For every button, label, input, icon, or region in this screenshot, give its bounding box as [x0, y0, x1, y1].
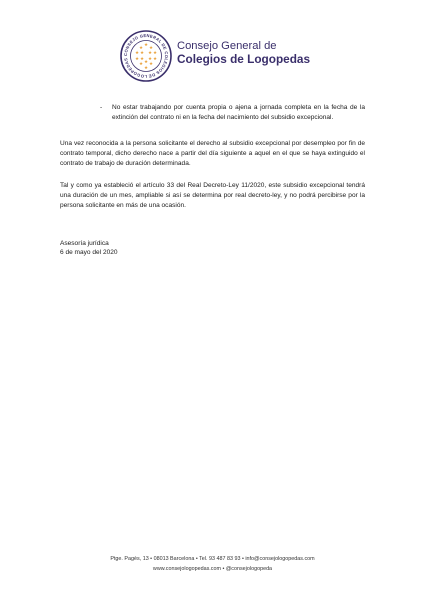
logo-star-icon: ★: [143, 59, 149, 65]
logo-star-icon: ★: [143, 42, 149, 48]
logo-star-icon: ★: [143, 65, 149, 71]
logo-seal: [120, 30, 172, 82]
document-body: [60, 103, 365, 258]
logo-star-icon: ★: [148, 61, 154, 67]
logo-star-icon: ★: [152, 50, 158, 56]
org-name-line2: Colegios de Logopedas: [177, 51, 311, 66]
paragraph-subsidy-duration: Tal y como ya estableció el artículo 33 del Real Decreto-Ley 11/2020, este subsidio excepcional tendrá una duración de un mes, ampliable si así se determina por real decreto-ley, y no podrá percibirse por la persona solicitante en más de una ocasión.: [60, 181, 365, 209]
paragraph-subsidy-start: Una vez reconocida a la persona solicitante el derecho al subsidio excepcional por desempleo por fin de contrato temporal, dicho derecho nace a partir del día siguiente a aquel en el que se haya extinguido el contrato de trabajo de duración determinada.: [60, 139, 365, 167]
logo-star-icon: ★: [139, 50, 145, 56]
organization-name: [177, 40, 310, 66]
footer-contact: Ptge. Pagès, 13 • 08013 Barcelona • Tel. 93 487 83 93 • info@consejologopedas.com: [110, 556, 315, 562]
logo-star-icon: ★: [147, 50, 153, 56]
logo-star-icon: ★: [134, 56, 140, 62]
footer-web: www.consejologopedas.com • @consejologopeda: [152, 566, 273, 572]
signature-block: [60, 239, 365, 259]
logo-star-icon: ★: [148, 45, 154, 51]
requirement-list-item: [100, 103, 365, 123]
logo-star-icon: ★: [138, 45, 144, 51]
letterhead: [120, 30, 380, 90]
signoff-date: 6 de mayo del 2020: [60, 249, 118, 257]
requirement-text: No estar trabajando por cuenta propia o ajena a jornada completa en la fecha de la extinción del contrato ni en la fecha del nacimiento del subsidio excepcional.: [112, 104, 365, 121]
logo-star-icon: ★: [152, 56, 158, 62]
logo-star-icon: ★: [147, 56, 153, 62]
svg-text:CONSEJO GENERAL DE COLEGIOS DE: CONSEJO GENERAL DE COLEGIOS DE LOGOPEDAS: [122, 32, 170, 80]
logo-star-icon: ★: [134, 50, 140, 56]
logo-star-icon: ★: [138, 61, 144, 67]
logo-star-icon: ★: [139, 56, 145, 62]
org-name-line1: Consejo General de: [177, 40, 277, 52]
signoff-department: Asesoría jurídica: [60, 239, 109, 247]
bullet-marker: -: [100, 104, 103, 111]
